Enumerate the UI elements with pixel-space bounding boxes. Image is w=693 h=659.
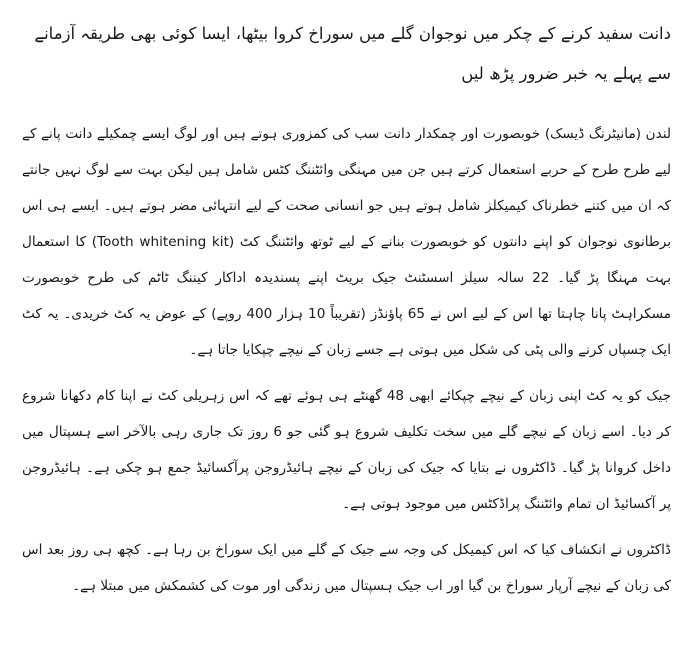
article-paragraph-3: ڈاکٹروں نے انکشاف کیا کہ اس کیمیکل کی وجہ سے جیک کے گلے میں ایک سوراخ بن رہا ہے۔ کچھ ہی روز بعد اس کی زبان کے نیچے آرپار سوراخ بن گیا اور اب جیک ہسپتال میں زندگی اور موت کی کشمکش میں مبتلا ہے۔: [22, 542, 671, 594]
article-paragraph-2: جیک کو یہ کٹ اپنی زبان کے نیچے چپکائے ابھی 48 گھنٹے ہی ہوئے تھے کہ اس زہریلی کٹ نے اپنا کام دکھانا شروع کر دیا۔ اسے زبان کے نیچے گلے میں سخت تکلیف شروع ہو گئی جو 6 روز تک جاری رہی بالآخر اسے ہسپتال میں داخل کروانا پڑ گیا۔ ڈاکٹروں نے بتایا کہ جیک کی زبان کے نیچے ہائیڈروجن پرآکسائیڈ جمع ہو چکی ہے۔ ہائیڈروجن پر آکسائیڈ ان تمام وائٹننگ پراڈکٹس میں موجود ہوتی ہے۔: [22, 388, 672, 512]
article-headline: دانت سفید کرنے کے چکر میں نوجوان گلے میں سوراخ کروا بیٹھا، ایسا کوئی بھی طریقہ آزمانے سے پہلے یہ خبر ضرور پڑھ لیں: [34, 24, 671, 83]
article-paragraph-1: لندن (مانیٹرنگ ڈیسک) خوبصورت اور چمکدار دانت سب کی کمزوری ہوتے ہیں اور لوگ ایسے چمکیلے دانت پانے کے لیے طرح طرح کے حربے استعمال کرتے ہیں جن میں مہنگی وائٹننگ کٹس شامل ہیں لیکن بہت سے لوگ نہیں جانتے کہ ان میں کتنے خطرناک کیمیکلز شامل ہوتے ہیں جو انسانی صحت کے لیے انتہائی مضر ہوتے ہیں۔ ایسے ہی اس برطانوی نوجوان کو اپنے دانتوں کو خوبصورت بنانے کے لیے ٹوتھ وائٹننگ کٹ (Tooth whitening kit) کا استعمال بہت مہنگا پڑ گیا۔ 22 سالہ سیلز اسسٹنٹ جیک بریٹ اپنے پسندیدہ اداکار کیننگ ٹاٹم کی طرح خوبصورت مسکراہٹ پانا چاہتا تھا اس کے لیے اس نے 65 پاﺅنڈز (تقریباً 10 ہزار 400 روپے) کے عوض یہ کٹ خریدی۔ یہ کٹ ایک چسپاں کرنے والی پٹی کی شکل میں ہوتی ہے جسے زبان کے نیچے چپکایا جاتا ہے۔: [22, 126, 672, 358]
